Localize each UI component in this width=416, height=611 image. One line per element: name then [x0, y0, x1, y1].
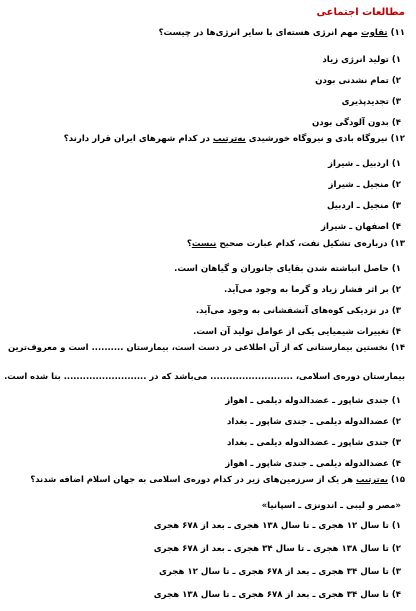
option-13-3: ۳) در نزدیکی کوه‌های آتشفشانی به وجود می‌آید. [195, 306, 401, 316]
question-11 [8, 27, 405, 40]
question-text-post: هر یک از سرزمین‌های زیر در کدام دوره‌ی اسلامی به جهان اسلام اضافه شدند؟ [30, 474, 356, 484]
underlined-word: به‌ترتیب [212, 134, 246, 144]
question-number: ۱۳) [390, 239, 405, 249]
option-11-3: ۳) تجدیدپذیری [341, 97, 401, 107]
option-15-1: ۱) تا سال ۱۲ هجری ـ تا سال ۱۳۸ هجری ـ بعد از ۶۷۸ هجری [153, 521, 401, 531]
option-15-4: ۴) تا سال ۳۴ هجری ـ بعد از ۶۷۸ هجری ـ تا سال ۱۳۸ هجری [153, 590, 401, 600]
option-12-2: ۲) منجیل ـ شیراز [328, 180, 401, 190]
option-13-4: ۴) تغییرات شیمیایی یکی از عوامل تولید آن است. [193, 327, 401, 337]
option-15-3: ۳) تا سال ۳۴ هجری ـ بعد از ۶۷۸ هجری ـ تا سال ۱۲ هجری [159, 567, 401, 577]
option-12-1: ۱) اردبیل ـ شیراز [328, 159, 401, 169]
option-11-2: ۲) تمام نشدنی بودن [315, 76, 401, 86]
option-12-4: ۴) اصفهان ـ شیراز [321, 222, 401, 232]
option-14-2: ۲) عضدالدوله دیلمی ـ جندی شاپور ـ بغداد [227, 417, 401, 427]
question-15 [8, 473, 405, 486]
option-11-1: ۱) تولید انرژی زیاد [322, 55, 401, 65]
question-12 [8, 133, 405, 146]
subject-header: مطالعات اجتماعی [316, 7, 405, 18]
underlined-word: تفاوت [360, 28, 388, 38]
option-15-2: ۲) تا سال ۱۳۸ هجری ـ تا سال ۳۴ هجری ـ بعد از ۶۷۸ هجری [153, 544, 401, 554]
question-text-post: ؟ [186, 239, 192, 249]
question-number: ۱۱) [390, 28, 405, 38]
option-14-4: ۴) عضدالدوله دیلمی ـ جندی شاپور ـ اهواز [225, 459, 401, 469]
underlined-word: به‌ترتیب [356, 474, 389, 484]
option-11-4: ۴) بدون آلودگی بودن [311, 118, 401, 128]
option-13-1: ۱) حاصل انباشته شدن بقایای جانوران و گیاهان است. [174, 264, 401, 274]
option-13-2: ۲) بر اثر فشار زیاد و گرما به وجود می‌آید. [224, 285, 401, 295]
question-13 [8, 238, 405, 251]
question-15-terms: «مصر و لیبی ـ اندونزی ـ اسپانیا» [261, 501, 401, 511]
question-text-pre: نیروگاه بادی و نیروگاه خورشیدی [245, 134, 391, 144]
question-14-line-2: بیمارستان دوره‌ی اسلامی، .......................... می‌باشد که در .......................... بنا شده است. [4, 371, 405, 381]
option-14-1: ۱) جندی شاپور ـ عضدالدوله دیلمی ـ اهواز [225, 396, 401, 406]
option-12-3: ۳) منجیل ـ اردبیل [327, 201, 401, 211]
question-text-pre: درباره‌ی تشکیل نفت، کدام عبارت صحیح [216, 239, 391, 249]
question-text-post: در کدام شهرهای ایران قرار دارند؟ [63, 134, 213, 144]
question-number: ۱۲) [390, 134, 405, 144]
option-14-3: ۳) جندی شاپور ـ عضدالدوله دیلمی ـ بغداد [227, 438, 401, 448]
question-14-line-1: ۱۴) نخستین بیمارستانی که از آن اطلاعی در دست است، بیمارستان .......... است و معروف‌ترین [8, 342, 405, 352]
question-text-post: مهم انرژی هسته‌ای با سایر انرژی‌ها در چیست؟ [158, 28, 361, 38]
underlined-word: نیست [191, 239, 217, 249]
question-number: ۱۵) [390, 474, 405, 484]
